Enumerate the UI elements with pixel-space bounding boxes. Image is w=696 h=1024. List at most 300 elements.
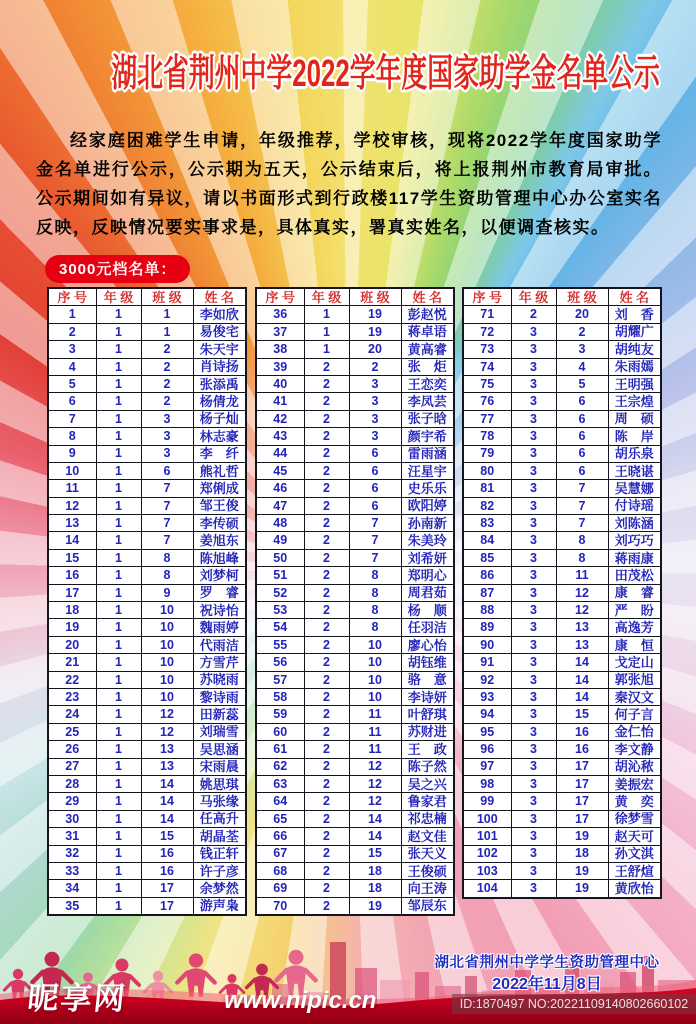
class-cell: 11 (556, 567, 608, 584)
table-row (48, 602, 246, 619)
class-cell: 19 (349, 306, 401, 323)
student-name-cell: 祁忠楠 (401, 810, 454, 827)
table-row (48, 828, 246, 845)
grade-cell: 1 (96, 654, 141, 671)
grade-cell: 2 (304, 793, 349, 810)
class-cell: 6 (349, 480, 401, 497)
serial-cell: 15 (48, 549, 96, 566)
class-cell: 13 (556, 636, 608, 653)
student-name-cell: 王晓谌 (608, 462, 661, 479)
class-cell: 6 (349, 462, 401, 479)
table-row (48, 584, 246, 601)
class-cell: 6 (556, 462, 608, 479)
class-cell: 13 (141, 758, 193, 775)
table-row (256, 445, 454, 462)
table-row (48, 775, 246, 792)
table-row (48, 897, 246, 915)
serial-cell: 37 (256, 323, 304, 340)
table-row (256, 410, 454, 427)
table-row (256, 515, 454, 532)
grade-cell: 1 (96, 341, 141, 358)
serial-cell: 44 (256, 445, 304, 462)
grade-cell: 1 (96, 445, 141, 462)
class-cell: 19 (556, 828, 608, 845)
grade-cell: 2 (304, 862, 349, 879)
class-cell: 7 (556, 480, 608, 497)
serial-cell: 39 (256, 358, 304, 375)
class-cell: 18 (349, 862, 401, 879)
serial-cell: 78 (463, 428, 511, 445)
table-row (256, 602, 454, 619)
serial-cell: 82 (463, 497, 511, 514)
student-name-cell: 刘 香 (608, 306, 661, 323)
grade-cell: 2 (304, 880, 349, 897)
student-name-cell: 宋雨晨 (193, 758, 246, 775)
table-row (463, 480, 661, 497)
class-cell: 2 (141, 341, 193, 358)
serial-cell: 41 (256, 393, 304, 410)
class-cell: 10 (141, 636, 193, 653)
grade-cell: 1 (96, 828, 141, 845)
class-cell: 12 (349, 793, 401, 810)
grade-cell: 2 (304, 741, 349, 758)
class-cell: 14 (556, 688, 608, 705)
class-cell: 17 (556, 758, 608, 775)
table-row (463, 862, 661, 879)
class-cell: 6 (349, 445, 401, 462)
table-row (48, 688, 246, 705)
header-row (463, 288, 661, 306)
student-name-cell: 康 睿 (608, 584, 661, 601)
grade-cell: 3 (511, 880, 556, 898)
serial-cell: 61 (256, 741, 304, 758)
class-cell: 4 (556, 358, 608, 375)
student-name-cell: 吴思涵 (193, 741, 246, 758)
student-name-cell: 吴慧娜 (608, 480, 661, 497)
grade-cell: 3 (511, 671, 556, 688)
header-row (256, 288, 454, 306)
student-name-cell: 张天义 (401, 845, 454, 862)
student-name-cell: 王俊硕 (401, 862, 454, 879)
serial-cell: 63 (256, 775, 304, 792)
serial-cell: 92 (463, 671, 511, 688)
class-cell: 6 (349, 497, 401, 514)
table-row (463, 515, 661, 532)
class-cell: 7 (349, 549, 401, 566)
grade-cell: 1 (304, 323, 349, 340)
serial-cell: 75 (463, 375, 511, 392)
serial-cell: 97 (463, 758, 511, 775)
grade-cell: 1 (96, 810, 141, 827)
class-cell: 14 (556, 671, 608, 688)
serial-cell: 27 (48, 758, 96, 775)
grade-cell: 2 (304, 410, 349, 427)
serial-cell: 40 (256, 375, 304, 392)
serial-cell: 34 (48, 880, 96, 897)
grade-cell: 2 (304, 688, 349, 705)
column-header: 年 级 (96, 288, 141, 306)
class-cell: 17 (556, 775, 608, 792)
class-cell: 8 (141, 567, 193, 584)
grade-cell: 3 (511, 497, 556, 514)
student-name-cell: 秦汉文 (608, 688, 661, 705)
grade-cell: 2 (304, 532, 349, 549)
grade-cell: 2 (304, 428, 349, 445)
student-name-cell: 杨倩龙 (193, 393, 246, 410)
table-row (256, 897, 454, 915)
serial-cell: 85 (463, 549, 511, 566)
serial-cell: 23 (48, 688, 96, 705)
serial-cell: 42 (256, 410, 304, 427)
student-name-cell: 游声枭 (193, 897, 246, 915)
serial-cell: 4 (48, 358, 96, 375)
student-name-cell: 陈 岸 (608, 428, 661, 445)
grade-cell: 1 (96, 602, 141, 619)
serial-cell: 48 (256, 515, 304, 532)
student-name-cell: 赵文佳 (401, 828, 454, 845)
table-row (463, 375, 661, 392)
class-cell: 10 (349, 688, 401, 705)
student-name-cell: 邹王俊 (193, 497, 246, 514)
student-name-cell: 姚思琪 (193, 775, 246, 792)
student-name-cell: 刘陈涵 (608, 515, 661, 532)
grade-cell: 3 (511, 515, 556, 532)
class-cell: 15 (349, 845, 401, 862)
class-cell: 3 (556, 341, 608, 358)
grade-cell: 1 (96, 323, 141, 340)
serial-cell: 1 (48, 306, 96, 323)
roster-table-3-header (463, 288, 661, 306)
grade-cell: 1 (96, 758, 141, 775)
table-row (256, 758, 454, 775)
class-cell: 12 (141, 706, 193, 723)
table-row (48, 480, 246, 497)
grade-cell: 2 (304, 758, 349, 775)
student-name-cell: 徐梦雪 (608, 810, 661, 827)
serial-cell: 46 (256, 480, 304, 497)
table-row (48, 428, 246, 445)
table-row (256, 532, 454, 549)
student-name-cell: 汪星宇 (401, 462, 454, 479)
serial-cell: 20 (48, 636, 96, 653)
grade-cell: 3 (511, 480, 556, 497)
grade-cell: 1 (96, 636, 141, 653)
class-cell: 16 (141, 862, 193, 879)
serial-cell: 22 (48, 671, 96, 688)
serial-cell: 83 (463, 515, 511, 532)
student-name-cell: 向王涛 (401, 880, 454, 897)
class-cell: 7 (556, 515, 608, 532)
serial-cell: 104 (463, 880, 511, 898)
class-cell: 10 (349, 654, 401, 671)
class-cell: 8 (556, 532, 608, 549)
grade-cell: 3 (511, 445, 556, 462)
class-cell: 16 (141, 845, 193, 862)
grade-cell: 1 (96, 532, 141, 549)
grade-cell: 2 (304, 619, 349, 636)
table-row (48, 671, 246, 688)
serial-cell: 100 (463, 810, 511, 827)
grade-cell: 3 (511, 775, 556, 792)
student-name-cell: 朱雨嫣 (608, 358, 661, 375)
class-cell: 16 (556, 723, 608, 740)
grade-cell: 3 (511, 758, 556, 775)
column-header: 姓 名 (608, 288, 661, 306)
class-cell: 2 (141, 393, 193, 410)
grade-cell: 3 (511, 654, 556, 671)
grade-cell: 3 (511, 793, 556, 810)
table-row (48, 567, 246, 584)
grade-cell: 3 (511, 636, 556, 653)
class-cell: 15 (556, 706, 608, 723)
student-name-cell: 郑俐成 (193, 480, 246, 497)
table-row (48, 654, 246, 671)
serial-cell: 74 (463, 358, 511, 375)
serial-cell: 17 (48, 584, 96, 601)
serial-cell: 45 (256, 462, 304, 479)
serial-cell: 84 (463, 532, 511, 549)
table-row (463, 775, 661, 792)
table-row (256, 828, 454, 845)
student-name-cell: 苏晓雨 (193, 671, 246, 688)
table-row (463, 706, 661, 723)
serial-cell: 38 (256, 341, 304, 358)
serial-cell: 69 (256, 880, 304, 897)
serial-cell: 50 (256, 549, 304, 566)
class-cell: 10 (141, 602, 193, 619)
table-row (48, 462, 246, 479)
serial-cell: 65 (256, 810, 304, 827)
roster-table-2 (255, 287, 455, 916)
table-row (48, 549, 246, 566)
grade-cell: 1 (96, 375, 141, 392)
student-name-cell: 祝诗怡 (193, 602, 246, 619)
student-name-cell: 郑明心 (401, 567, 454, 584)
table-row (463, 671, 661, 688)
student-name-cell: 欧阳婷 (401, 497, 454, 514)
serial-cell: 9 (48, 445, 96, 462)
class-cell: 3 (349, 393, 401, 410)
column-header: 序 号 (48, 288, 96, 306)
class-cell: 18 (556, 845, 608, 862)
grade-cell: 3 (511, 341, 556, 358)
grade-cell: 2 (304, 723, 349, 740)
student-name-cell: 田茂松 (608, 567, 661, 584)
student-name-cell: 任高升 (193, 810, 246, 827)
class-cell: 10 (141, 671, 193, 688)
serial-cell: 77 (463, 410, 511, 427)
grade-cell: 1 (96, 706, 141, 723)
table-row (256, 306, 454, 323)
class-cell: 11 (349, 706, 401, 723)
grade-cell: 1 (96, 584, 141, 601)
table-row (463, 741, 661, 758)
grade-cell: 3 (511, 688, 556, 705)
grade-cell: 2 (304, 636, 349, 653)
class-cell: 6 (556, 393, 608, 410)
student-name-cell: 黄欣怡 (608, 880, 661, 898)
class-cell: 12 (141, 723, 193, 740)
table-row (256, 549, 454, 566)
table-row (463, 358, 661, 375)
table-row (256, 723, 454, 740)
grade-cell: 2 (304, 567, 349, 584)
student-name-cell: 胡纯友 (608, 341, 661, 358)
student-name-cell: 杨子灿 (193, 410, 246, 427)
serial-cell: 28 (48, 775, 96, 792)
serial-cell: 33 (48, 862, 96, 879)
grade-cell: 2 (304, 445, 349, 462)
student-name-cell: 朱天宇 (193, 341, 246, 358)
table-row (256, 497, 454, 514)
serial-cell: 67 (256, 845, 304, 862)
grade-cell: 1 (96, 393, 141, 410)
class-cell: 1 (141, 306, 193, 323)
serial-cell: 70 (256, 897, 304, 915)
serial-cell: 10 (48, 462, 96, 479)
serial-cell: 64 (256, 793, 304, 810)
student-name-cell: 刘希妍 (401, 549, 454, 566)
student-name-cell: 朱美玲 (401, 532, 454, 549)
table-row (48, 706, 246, 723)
student-name-cell: 熊礼哲 (193, 462, 246, 479)
table-row (48, 619, 246, 636)
grade-cell: 1 (96, 671, 141, 688)
student-name-cell: 鲁家君 (401, 793, 454, 810)
serial-cell: 57 (256, 671, 304, 688)
table-row (48, 723, 246, 740)
class-cell: 2 (141, 375, 193, 392)
serial-cell: 35 (48, 897, 96, 915)
grade-cell: 3 (511, 828, 556, 845)
serial-cell: 55 (256, 636, 304, 653)
grade-cell: 1 (96, 862, 141, 879)
student-name-cell: 付诗瑶 (608, 497, 661, 514)
student-name-cell: 王舒煊 (608, 862, 661, 879)
student-name-cell: 赵天可 (608, 828, 661, 845)
student-name-cell: 黄高睿 (401, 341, 454, 358)
class-cell: 8 (349, 567, 401, 584)
serial-cell: 19 (48, 619, 96, 636)
footer-organization: 湖北省荆州中学学生资助管理中心 (434, 955, 660, 971)
student-name-cell: 叶舒琪 (401, 706, 454, 723)
serial-cell: 88 (463, 602, 511, 619)
grade-cell: 3 (511, 410, 556, 427)
grade-cell: 1 (96, 428, 141, 445)
table-row (48, 880, 246, 897)
class-cell: 13 (556, 619, 608, 636)
class-cell: 10 (349, 671, 401, 688)
student-name-cell: 方雪芹 (193, 654, 246, 671)
table-row (256, 619, 454, 636)
class-cell: 8 (141, 549, 193, 566)
grade-cell: 1 (96, 497, 141, 514)
table-row (48, 393, 246, 410)
grade-cell: 3 (511, 741, 556, 758)
student-name-cell: 黎诗雨 (193, 688, 246, 705)
grade-cell: 3 (511, 375, 556, 392)
student-name-cell: 孙文淇 (608, 845, 661, 862)
serial-cell: 98 (463, 775, 511, 792)
serial-cell: 102 (463, 845, 511, 862)
grade-cell: 1 (304, 341, 349, 358)
student-name-cell: 魏雨婷 (193, 619, 246, 636)
table-row (463, 880, 661, 898)
grade-cell: 1 (96, 358, 141, 375)
grade-cell: 1 (96, 619, 141, 636)
student-name-cell: 陈旭峰 (193, 549, 246, 566)
serial-cell: 72 (463, 323, 511, 340)
student-name-cell: 黄 奕 (608, 793, 661, 810)
student-name-cell: 姜旭东 (193, 532, 246, 549)
student-name-cell: 吴之兴 (401, 775, 454, 792)
serial-cell: 91 (463, 654, 511, 671)
grade-cell: 2 (304, 393, 349, 410)
serial-cell: 79 (463, 445, 511, 462)
student-name-cell: 钱正轩 (193, 845, 246, 862)
class-cell: 6 (556, 410, 608, 427)
class-cell: 10 (141, 654, 193, 671)
grade-cell: 1 (96, 880, 141, 897)
table-row (463, 845, 661, 862)
class-cell: 20 (556, 306, 608, 323)
table-row (256, 706, 454, 723)
student-name-cell: 李文静 (608, 741, 661, 758)
grade-cell: 1 (96, 845, 141, 862)
serial-cell: 90 (463, 636, 511, 653)
roster-table-3 (462, 287, 662, 899)
table-row (256, 810, 454, 827)
grade-cell: 3 (511, 584, 556, 601)
table-row (256, 323, 454, 340)
table-row (463, 584, 661, 601)
serial-cell: 7 (48, 410, 96, 427)
table-row (256, 393, 454, 410)
student-name-cell: 金仁怡 (608, 723, 661, 740)
table-row (463, 341, 661, 358)
tier-label-badge: 3000元档名单： (45, 255, 190, 283)
roster-table-1-header (48, 288, 246, 306)
serial-cell: 6 (48, 393, 96, 410)
serial-cell: 89 (463, 619, 511, 636)
serial-cell: 96 (463, 741, 511, 758)
serial-cell: 66 (256, 828, 304, 845)
grade-cell: 3 (511, 619, 556, 636)
serial-cell: 16 (48, 567, 96, 584)
table-row (463, 323, 661, 340)
class-cell: 19 (556, 862, 608, 879)
student-name-cell: 蒋雨康 (608, 549, 661, 566)
serial-cell: 21 (48, 654, 96, 671)
student-name-cell: 邹辰东 (401, 897, 454, 915)
class-cell: 20 (349, 341, 401, 358)
student-name-cell: 戈定山 (608, 654, 661, 671)
student-name-cell: 田新蕊 (193, 706, 246, 723)
grade-cell: 2 (304, 845, 349, 862)
class-cell: 3 (141, 410, 193, 427)
student-name-cell: 代雨洁 (193, 636, 246, 653)
student-name-cell: 何子言 (608, 706, 661, 723)
grade-cell: 1 (96, 480, 141, 497)
grade-cell: 3 (511, 358, 556, 375)
table-row (48, 532, 246, 549)
serial-cell: 86 (463, 567, 511, 584)
serial-cell: 13 (48, 515, 96, 532)
grade-cell: 1 (96, 775, 141, 792)
student-name-cell: 刘梦柯 (193, 567, 246, 584)
class-cell: 7 (349, 515, 401, 532)
student-name-cell: 苏财进 (401, 723, 454, 740)
